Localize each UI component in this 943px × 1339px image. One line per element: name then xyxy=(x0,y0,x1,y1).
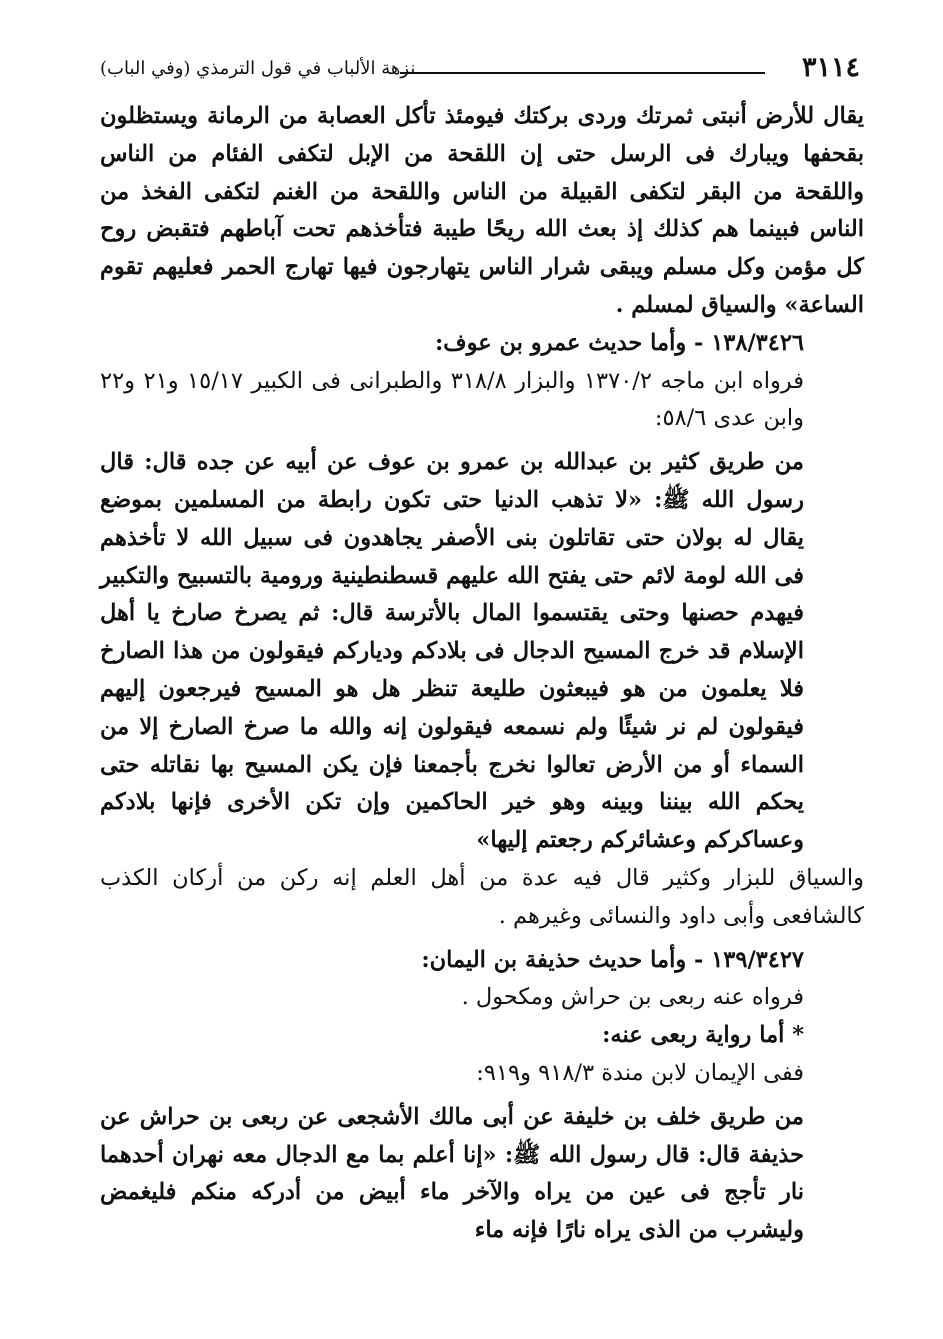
header-rule xyxy=(400,72,765,74)
page-body xyxy=(100,98,864,1250)
subheading-ribi-narration: * أما رواية ربعى عنه: xyxy=(602,1022,804,1049)
section-heading-amr-ibn-awf: ١٣٨/٣٤٢٦ - وأما حديث عمرو بن عوف: xyxy=(434,329,804,356)
hadith-dajjal-text: من طريق خلف بن خليفة عن أبى مالك الأشجعى عن ربعى بن حراش عن حذيفة قال: قال رسول الله ﷺ: «إنا أعلم بما مع الدجال معه نهران أحدهما نار تأجج فى عين من يراه والآخر ماء أبيض من أدركه منكم فليغمض وليشرب من الذى يراه نارًا فإنه ماء xyxy=(100,1103,804,1244)
section-heading-hudhayfa: ١٣٩/٣٤٢٧ - وأما حديث حذيفة بن اليمان: xyxy=(421,946,804,973)
page-number: ٣١١٤ xyxy=(801,52,860,83)
running-title: نزهة الألباب في قول الترمذي (وفي الباب) xyxy=(100,58,416,79)
narrators-paragraph: فرواه عنه ربعى بن حراش ومكحول . xyxy=(461,984,804,1011)
page-header xyxy=(100,52,860,92)
hadith-chain-and-text: من طريق كثير بن عبدالله بن عمرو بن عوف عن أبيه عن جده قال: قال رسول الله ﷺ: «لا تذهب الدنيا حتى تكون رابطة من المسلمين بموضع يقال له بولان حتى تقاتلون بنى الأصفر يجاهدون فى سبيل الله لا تأخذهم فى الله لومة لائم حتى يفتح الله عليهم قسطنطينية ورومية بالتسبيح والتكبير فيهدم حصنها وحتى يقتسموا المال بالأترسة قال: ثم يصرخ صارخ يا أهل الإسلام قد خرج المسيح الدجال فى بلادكم ودياركم فيقولون من هذا الصارخ فلا يعلمون من هو فيبعثون طليعة تنظر هل هو المسيح فيرجعون إليهم فيقولون لم نر شيئًا ولم نسمعه فيقولون إنه والله ما صرخ الصارخ إلا من السماء أو من الأرض تعالوا نخرج بأجمعنا فإن يكن المسيح بها نقاتله حتى يحكم الله بيننا وبينه وهو خير الحاكمين وإن تكن الأخرى فإنها بلادكم وعساكركم وعشائركم رجعتم إليها» xyxy=(100,449,804,854)
hadith-text-continuation: يقال للأرض أنبتى ثمرتك وردى بركتك فيومئذ تأكل العصابة من الرمانة ويستظلون بقحفها ويبارك فى الرسل حتى إن اللقحة من الإبل لتكفى الفئام من الناس واللقحة من البقر لتكفى القبيلة من الناس واللقحة من الغنم لتكفى الفخذ من الناس فبينما هم كذلك إذ بعث الله ريحًا طيبة فتأخذهم تحت آباطهم فتقبض روح كل مؤمن وكل مسلم ويبقى شرار الناس يتهارجون فيها تهارج الحمر فعليهم تقوم الساعة» والسياق لمسلم . xyxy=(100,103,864,318)
commentary-paragraph: والسياق للبزار وكثير قال فيه عدة من أهل العلم إنه ركن من أركان الكذب كالشافعى وأبى داود والنسائى وغيرهم . xyxy=(100,864,864,929)
source-references: فرواه ابن ماجه ١٣٧٠/٢ والبزار ٣١٨/٨ والطبرانى فى الكبير ١٥/١٧ و٢١ و٢٢ وابن عدى ٥٨/٦: xyxy=(100,367,804,432)
source-reference-ibn-mandah: ففى الإيمان لابن مندة ٩١٨/٣ و٩١٩: xyxy=(476,1059,804,1086)
